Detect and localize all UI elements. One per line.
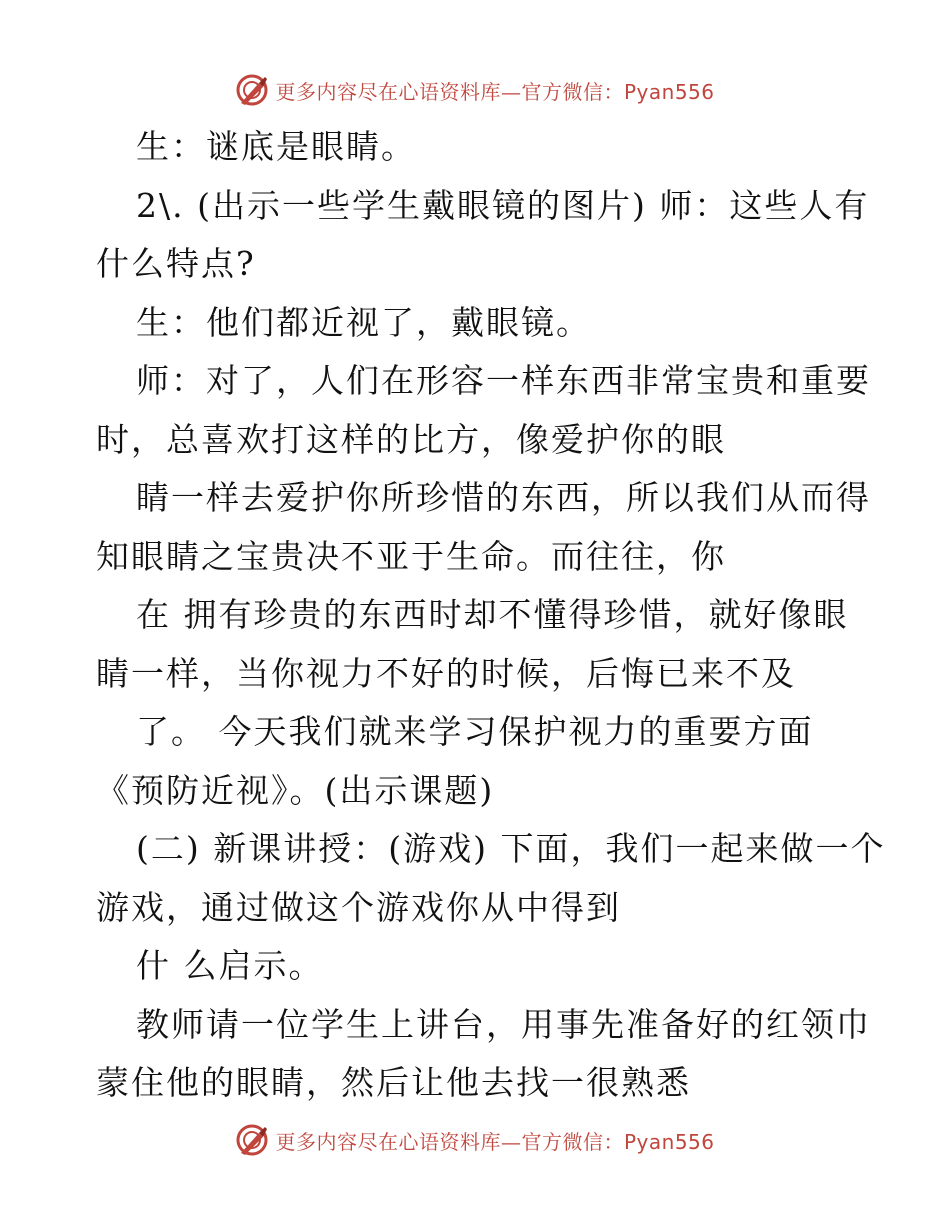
pen-logo-icon — [235, 1123, 269, 1157]
document-body — [96, 118, 886, 1113]
text-line: 什么特点? — [96, 244, 256, 283]
text-line: 教师请一位学生上讲台，用事先准备好的红领巾 — [136, 1004, 871, 1044]
watermark-text: 更多内容尽在心语资料库—官方微信：Pyan556 — [275, 1129, 715, 1154]
text-line: 知眼睛之宝贵决不亚于生命。而往往，你 — [96, 536, 726, 576]
text-line: 睛一样，当你视力不好的时候，后悔已来不及 — [96, 653, 796, 693]
pen-logo-icon — [235, 73, 269, 107]
text-line: 师：对了，人们在形容一样东西非常宝贵和重要 — [136, 361, 871, 400]
text-line: 了。 今天我们就来学习保护视力的重要方面 — [136, 712, 814, 751]
header-watermark — [0, 70, 950, 110]
text-line: 生：谜底是眼睛。 — [136, 127, 416, 166]
text-line: 在 拥有珍贵的东西时却不懂得珍惜，就好像眼 — [136, 595, 849, 634]
text-line: 《预防近视》。(出示课题) — [96, 770, 495, 810]
text-line: 2\. (出示一些学生戴眼镜的图片) 师：这些人有 — [136, 185, 870, 225]
watermark-text: 更多内容尽在心语资料库—官方微信：Pyan556 — [275, 79, 715, 104]
text-line: 生：他们都近视了，戴眼镜。 — [136, 302, 591, 342]
text-line: 蒙住他的眼睛，然后让他去找一很熟悉 — [96, 1063, 691, 1102]
footer-watermark — [0, 1120, 950, 1160]
text-line: 游戏，通过做这个游戏你从中得到 — [96, 887, 621, 927]
text-line: 时，总喜欢打这样的比方，像爱护你的眼 — [96, 419, 726, 459]
text-line: 什 么启示。 — [136, 946, 324, 985]
text-line: (二) 新课讲授：(游戏) 下面，我们一起来做一个 — [136, 829, 886, 868]
text-line: 睛一样去爱护你所珍惜的东西，所以我们从而得 — [136, 478, 871, 517]
